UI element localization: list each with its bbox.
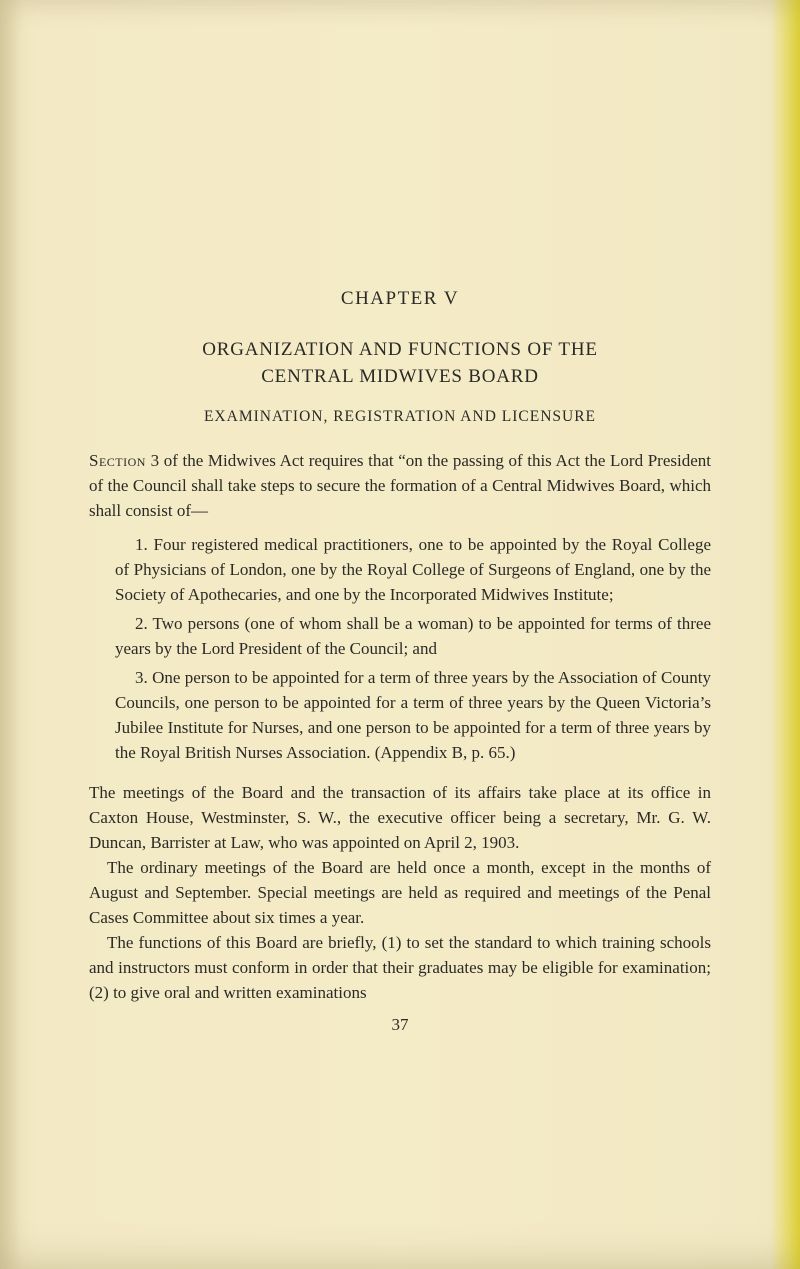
section-lead-word: Section [89,451,146,470]
paragraph-ordinary-meetings: The ordinary meetings of the Board are held once a month, except in the months of August and September. Special meetings are held as required and meetings of the Penal Cases Committee about six times a year. [89,858,711,927]
section-heading: EXAMINATION, REGISTRATION AND LICENSURE [203,408,597,425]
paragraph-functions: The functions of this Board are briefly, (1) to set the standard to which training schools and instructors must conform in order that their graduates may be eligible for examination; (2) to give oral and written examinations [89,933,711,1002]
chapter-heading: CHAPTER V [340,288,460,309]
list-item-1: 1. Four registered medical practitioners, one to be appointed by the Royal College of Physicians of London, one by the Royal College of Surgeons of England, one by the Society of Apothecaries, and one by the Incorporated Midwives Institute; [115,535,711,604]
page-content [89,0,711,1035]
page-number: 37 [391,1015,409,1034]
board-composition-list [89,532,711,765]
list-item-2: 2. Two persons (one of whom shall be a woman) to be appointed for terms of three years by the Lord President of the Council; and [115,614,711,658]
list-item-3: 3. One person to be appointed for a term of three years by the Association of County Councils, one person to be appointed for a term of three years by the Queen Victoria’s Jubilee Institute for Nurses, and one person to be appointed for a term of three years by the Royal British Nurses Association. (Appendix B, p. 65.) [115,668,711,762]
chapter-title-line-1: ORGANIZATION AND FUNCTIONS OF THE [202,339,598,360]
intro-paragraph [89,448,711,523]
intro-paragraph-text: 3 of the Midwives Act requires that “on the passing of this Act the Lord President of the Council shall take steps to secure the formation of a Central Midwives Board, which shall consist of— [89,451,711,520]
chapter-title [89,336,711,390]
paragraph-meetings: The meetings of the Board and the transaction of its affairs take place at its office in Caxton House, Westminster, S. W., the executive officer being a secretary, Mr. G. W. Duncan, Barrister at Law, who was appointed on April 2, 1903. [89,783,711,852]
chapter-title-line-2: CENTRAL MIDWIVES BOARD [261,366,539,387]
